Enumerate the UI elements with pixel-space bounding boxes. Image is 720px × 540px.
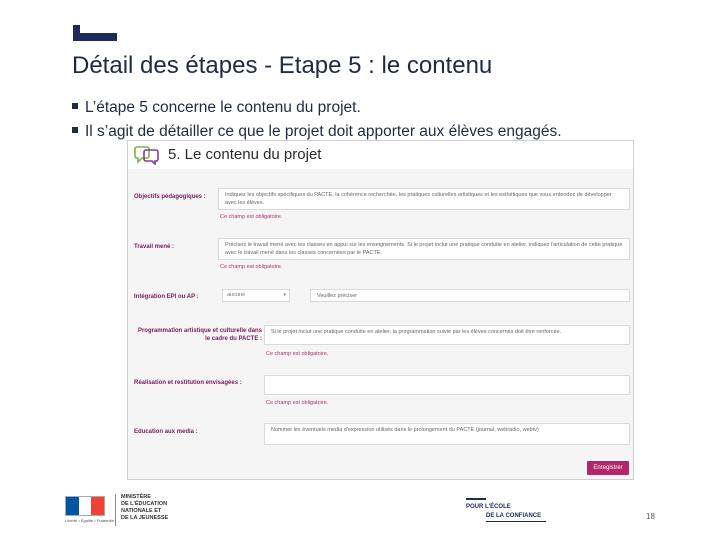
logo-underline: [486, 521, 546, 522]
ministry-name: [121, 494, 168, 522]
form-section-title: 5. Le contenu du projet: [168, 146, 322, 163]
objectifs-textarea[interactable]: Indiquez les objectifs spécifiques du PACTE, la cohérence recherchée, les pratiques culturelles artistiques et les esthétiques que vous entendez de développer avec les élèves.: [218, 188, 630, 210]
field-travail: [134, 233, 630, 283]
bullet-square-icon: [72, 127, 78, 133]
chevron-down-icon: ▾: [283, 292, 286, 298]
education-textarea[interactable]: Nommer les éventuels media d'expression utilisés dans le prolongement du PACTE (journal, webradio, webtv): [264, 423, 630, 445]
ministry-line: MINISTÈRE: [121, 494, 151, 500]
save-button[interactable]: Enregistrer: [587, 461, 629, 475]
form-screenshot: [127, 140, 634, 480]
ministry-logo: [63, 492, 177, 530]
ministry-line: NATIONALE ET: [121, 508, 162, 514]
confiance-line-1: POUR L'ÉCOLE: [466, 504, 511, 510]
field-label: Education aux media :: [134, 429, 198, 435]
field-label: Objectifs pédagogiques :: [134, 194, 206, 200]
form-body: [128, 169, 633, 480]
speech-bubbles-logo-icon: [134, 145, 160, 165]
french-flag-icon: [65, 496, 105, 516]
field-label: Travail mené :: [134, 244, 175, 250]
slide-title: Détail des étapes - Etape 5 : le contenu: [72, 52, 493, 79]
field-label: Intégration EPI ou AP :: [134, 294, 199, 300]
title-accent-bar: [73, 33, 117, 41]
error-message: Ce champ est obligatoire.: [220, 264, 283, 270]
field-realisation: [134, 371, 630, 421]
page-number: 18: [646, 512, 655, 521]
bullet-text: Il s’agit de détailler ce que le projet doit apporter aux élèves engagés.: [85, 123, 562, 140]
field-objectifs: [134, 183, 630, 233]
logo-divider: [115, 494, 116, 526]
bullet-square-icon: [72, 103, 78, 109]
programmation-textarea[interactable]: Si le projet inclut une pratique conduite en atelier, la programmation suivie par les élèves concernés doit être renforcée.: [264, 325, 630, 345]
realisation-textarea[interactable]: [264, 375, 630, 395]
field-label: Programmation artistique et culturelle dans le cadre du PACTE :: [137, 328, 262, 342]
error-message: Ce champ est obligatoire.: [266, 351, 329, 357]
field-education: [134, 421, 630, 451]
ministry-line: DE L'ÉDUCATION: [121, 501, 168, 507]
integration-select[interactable]: [222, 289, 290, 302]
field-programmation: [134, 321, 630, 371]
logo-accent-bar: [466, 498, 486, 500]
ecole-confiance-logo: [462, 496, 562, 526]
error-message: Ce champ est obligatoire.: [266, 400, 329, 406]
error-message: Ce champ est obligatoire.: [220, 214, 283, 220]
form-header: [128, 141, 633, 169]
field-label: Réalisation et restitution envisagées :: [134, 380, 242, 386]
select-value: aucune: [227, 292, 246, 298]
republic-motto: Liberté • Égalité • Fraternité: [65, 518, 114, 523]
confiance-line-2: DE LA CONFIANCE: [486, 513, 542, 519]
bullet-text: L’étape 5 concerne le contenu du projet.: [85, 99, 361, 116]
integration-detail-input[interactable]: Veuillez préciser: [310, 289, 630, 302]
ministry-line: DE LA JEUNESSE: [121, 515, 169, 521]
bullet-item: [72, 96, 562, 120]
travail-textarea[interactable]: Précisez le travail mené avec les classes en appui sur les enseignements. Si le projet inclut une pratique conduite en atelier, indiquez l'articulation de cette pratique avec le travail mené dans les classes concernées par le PACTE.: [218, 238, 630, 260]
bullet-list: [72, 96, 562, 144]
field-integration: [134, 283, 630, 317]
